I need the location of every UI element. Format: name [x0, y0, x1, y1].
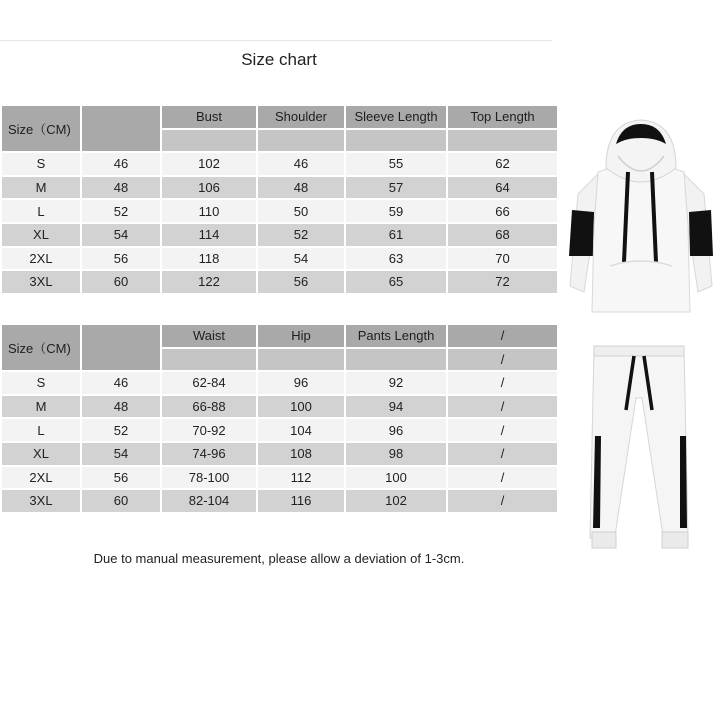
bottom-subheader-cell: [345, 348, 447, 372]
table-cell: 61: [345, 223, 447, 247]
table-cell: 46: [81, 371, 161, 395]
table-cell: 59: [345, 199, 447, 223]
table-cell: /: [447, 371, 558, 395]
table-cell: XL: [1, 223, 81, 247]
table-cell: 56: [81, 466, 161, 490]
pants-illustration: [586, 342, 692, 558]
top-subheader-cell: [161, 129, 257, 153]
table-cell: 96: [345, 418, 447, 442]
table-cell: 64: [447, 176, 558, 200]
table-cell: 52: [81, 199, 161, 223]
measurement-note: Due to manual measurement, please allow a deviation of 1-3cm.: [93, 551, 465, 566]
table-cell: 46: [257, 152, 345, 176]
table-cell: 66-88: [161, 395, 257, 419]
table-cell: 122: [161, 270, 257, 294]
table-cell: 57: [345, 176, 447, 200]
hoodie-body: [569, 120, 713, 312]
bottom-row-l: [1, 418, 558, 442]
top-size-table: [0, 104, 559, 295]
table-cell: 54: [81, 442, 161, 466]
table-cell: L: [1, 199, 81, 223]
table-cell: 56: [81, 247, 161, 271]
bottom-row-2xl: [1, 466, 558, 490]
top-size-label: Size（CM): [1, 105, 81, 152]
bottom-header-pants-length: Pants Length: [345, 324, 447, 348]
table-cell: 46: [81, 152, 161, 176]
top-row-l: [1, 199, 558, 223]
top-subheader-cell: [345, 129, 447, 153]
table-cell: 112: [257, 466, 345, 490]
table-cell: 65: [345, 270, 447, 294]
table-cell: 74-96: [161, 442, 257, 466]
bottom-header-slash: /: [447, 324, 558, 348]
top-row-m: [1, 176, 558, 200]
table-cell: 48: [81, 176, 161, 200]
top-header-row: [1, 105, 558, 129]
table-cell: 108: [257, 442, 345, 466]
table-cell: 62-84: [161, 371, 257, 395]
table-cell: XL: [1, 442, 81, 466]
table-cell: 116: [257, 489, 345, 513]
bottom-subheader-cell: [161, 348, 257, 372]
table-cell: S: [1, 371, 81, 395]
bottom-row-3xl: [1, 489, 558, 513]
table-cell: /: [447, 395, 558, 419]
table-cell: 55: [345, 152, 447, 176]
table-cell: 63: [345, 247, 447, 271]
table-cell: 52: [257, 223, 345, 247]
table-cell: 94: [345, 395, 447, 419]
top-row-3xl: [1, 270, 558, 294]
table-cell: 54: [257, 247, 345, 271]
table-cell: /: [447, 418, 558, 442]
top-header-shoulder: Shoulder: [257, 105, 345, 129]
table-cell: 98: [345, 442, 447, 466]
bottom-header-waist: Waist: [161, 324, 257, 348]
bottom-subheader-cell: [257, 348, 345, 372]
pants-body: [590, 346, 688, 548]
table-cell: /: [447, 466, 558, 490]
bottom-row-s: [1, 371, 558, 395]
table-cell: 66: [447, 199, 558, 223]
table-cell: 110: [161, 199, 257, 223]
top-header-blank: [81, 105, 161, 152]
table-cell: 54: [81, 223, 161, 247]
table-cell: 100: [345, 466, 447, 490]
table-cell: 82-104: [161, 489, 257, 513]
hoodie-illustration: [566, 116, 716, 320]
table-cell: 68: [447, 223, 558, 247]
top-row-2xl: [1, 247, 558, 271]
table-cell: 102: [345, 489, 447, 513]
table-cell: 48: [257, 176, 345, 200]
table-cell: /: [447, 489, 558, 513]
table-cell: M: [1, 395, 81, 419]
top-row-s: [1, 152, 558, 176]
table-cell: 62: [447, 152, 558, 176]
table-cell: L: [1, 418, 81, 442]
top-subheader-cell: [447, 129, 558, 153]
table-cell: 70-92: [161, 418, 257, 442]
top-subheader-cell: [257, 129, 345, 153]
top-header-sleeve-length: Sleeve Length: [345, 105, 447, 129]
table-cell: 72: [447, 270, 558, 294]
bottom-header-row: [1, 324, 558, 348]
bottom-size-table: [0, 323, 559, 514]
table-cell: 92: [345, 371, 447, 395]
bottom-size-label: Size（CM): [1, 324, 81, 371]
table-cell: 52: [81, 418, 161, 442]
table-cell: 114: [161, 223, 257, 247]
table-cell: 50: [257, 199, 345, 223]
table-cell: 104: [257, 418, 345, 442]
chart-title: Size chart: [241, 50, 317, 69]
bottom-header-hip: Hip: [257, 324, 345, 348]
table-cell: 60: [81, 270, 161, 294]
table-cell: 60: [81, 489, 161, 513]
table-cell: 3XL: [1, 489, 81, 513]
table-cell: 106: [161, 176, 257, 200]
table-cell: 2XL: [1, 466, 81, 490]
top-header-top-length: Top Length: [447, 105, 558, 129]
bottom-header-blank: [81, 324, 161, 371]
table-cell: 56: [257, 270, 345, 294]
table-cell: 78-100: [161, 466, 257, 490]
table-cell: 100: [257, 395, 345, 419]
table-cell: 48: [81, 395, 161, 419]
table-cell: M: [1, 176, 81, 200]
table-cell: 118: [161, 247, 257, 271]
table-cell: /: [447, 442, 558, 466]
bottom-row-xl: [1, 442, 558, 466]
table-cell: 2XL: [1, 247, 81, 271]
top-header-bust: Bust: [161, 105, 257, 129]
table-cell: 70: [447, 247, 558, 271]
table-cell: 3XL: [1, 270, 81, 294]
top-row-xl: [1, 223, 558, 247]
table-cell: 102: [161, 152, 257, 176]
table-cell: S: [1, 152, 81, 176]
bottom-subheader-slash: /: [447, 348, 558, 372]
bottom-row-m: [1, 395, 558, 419]
table-cell: 96: [257, 371, 345, 395]
